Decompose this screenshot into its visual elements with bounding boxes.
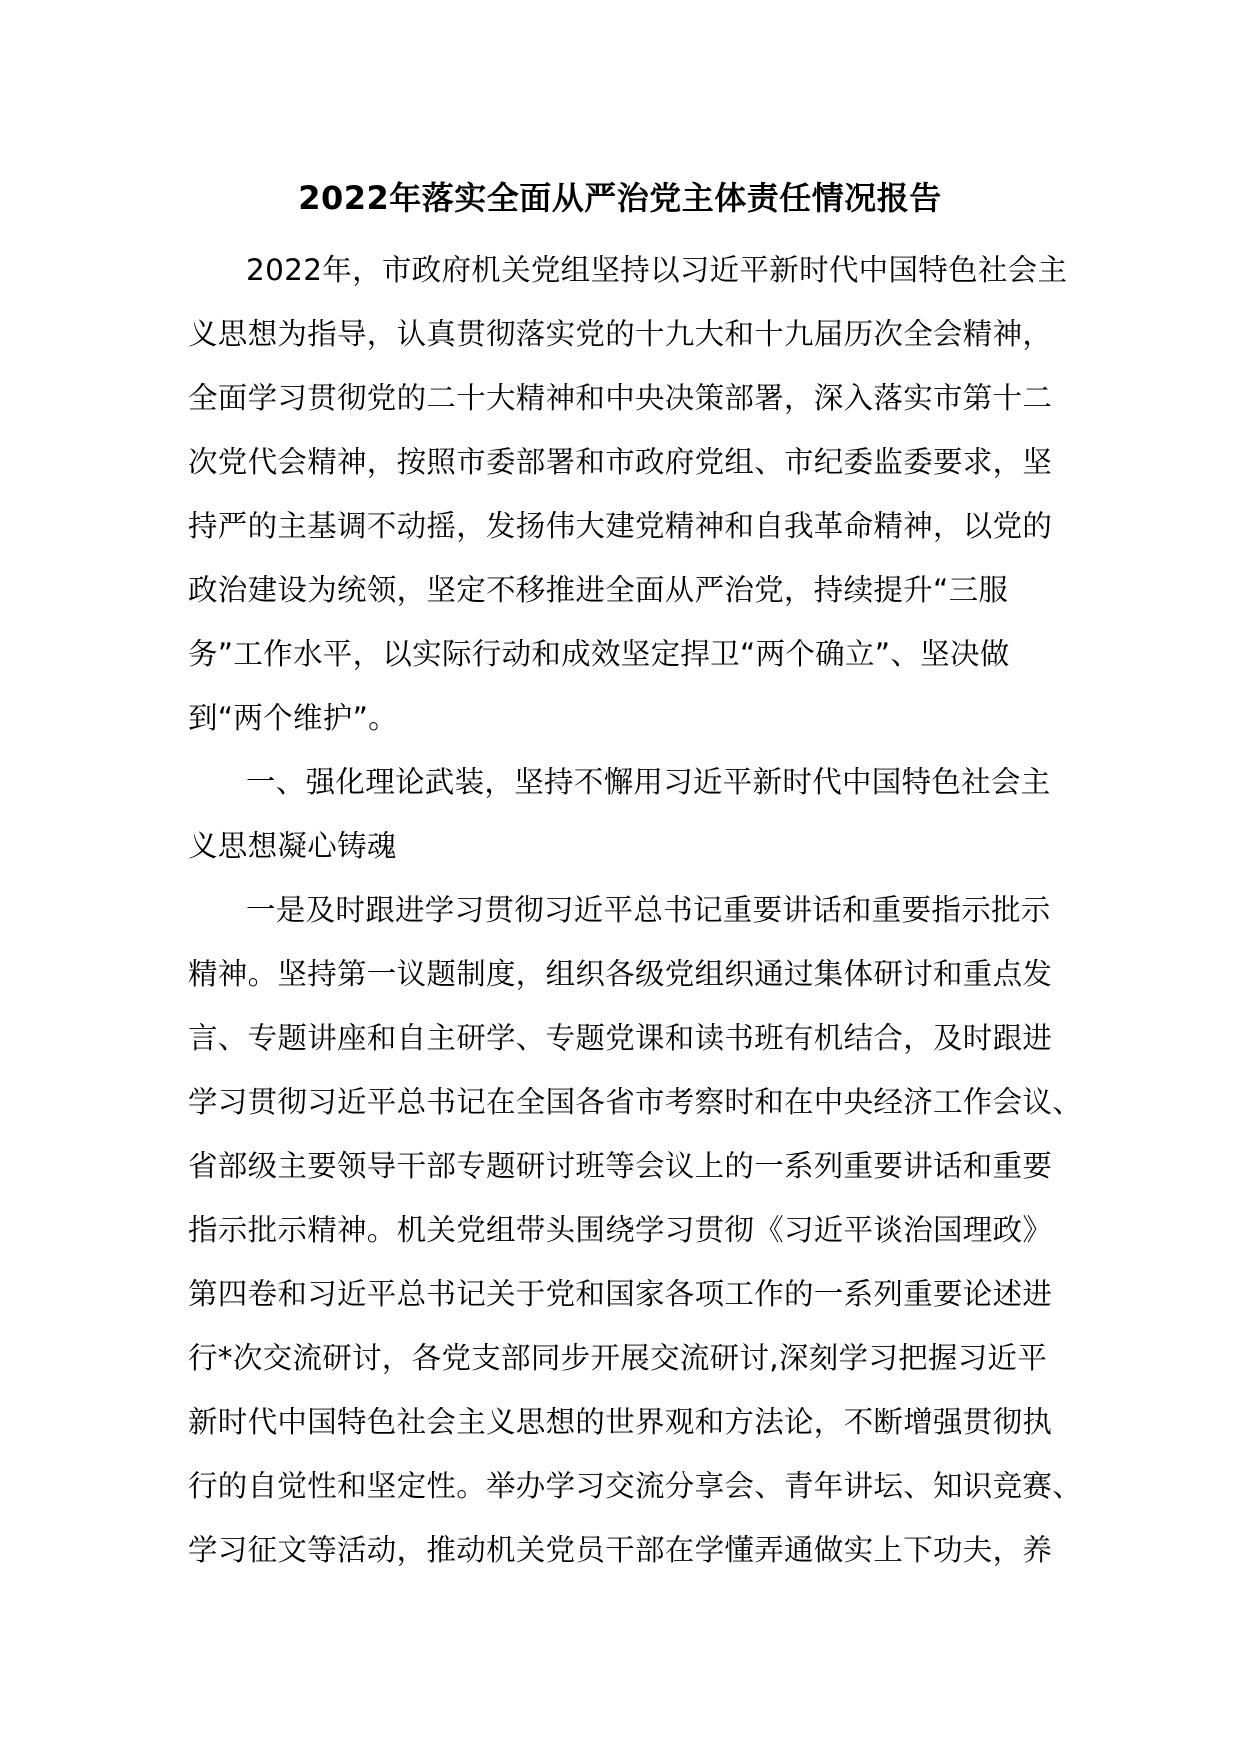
paragraph-1-line-1: 2022年，市政府机关党组坚持以习近平新时代中国特色社会主 bbox=[246, 253, 1068, 287]
paragraph-1-line-2: 义思想为指导，认真贯彻落实党的十九大和十九届历次全会精神， bbox=[188, 317, 1053, 351]
paragraph-2-line-10: 行的自觉性和坚定性。举办学习交流分享会、青年讲坛、知识竞赛、 bbox=[188, 1469, 1083, 1503]
paragraph-2-line-11: 学习征文等活动，推动机关党员干部在学懂弄通做实上下功夫，养 bbox=[188, 1533, 1053, 1567]
paragraph-2-line-9: 新时代中国特色社会主义思想的世界观和方法论，不断增强贯彻执 bbox=[188, 1405, 1053, 1439]
paragraph-2-line-5: 省部级主要领导干部专题研讨班等会议上的一系列重要讲话和重要 bbox=[188, 1149, 1053, 1183]
section-heading-line-2: 义思想凝心铸魂 bbox=[188, 829, 397, 863]
section-heading-line-1: 一、强化理论武装，坚持不懈用习近平新时代中国特色社会主 bbox=[246, 765, 1051, 799]
paragraph-2-line-8: 行*次交流研讨，各党支部同步开展交流研讨,深刻学习把握习近平 bbox=[188, 1341, 1048, 1375]
paragraph-1-line-8: 到“两个维护”。 bbox=[188, 701, 398, 735]
paragraph-2-line-6: 指示批示精神。机关党组带头围绕学习贯彻《习近平谈治国理政》 bbox=[188, 1213, 1053, 1247]
paragraph-1-line-4: 次党代会精神，按照市委部署和市政府党组、市纪委监委要求，坚 bbox=[188, 445, 1053, 479]
paragraph-1-line-7: 务”工作水平，以实际行动和成效坚定捍卫“两个确立”、坚决做 bbox=[188, 637, 1010, 671]
paragraph-2-line-7: 第四卷和习近平总书记关于党和国家各项工作的一系列重要论述进 bbox=[188, 1277, 1053, 1311]
paragraph-1-line-3: 全面学习贯彻党的二十大精神和中央决策部署，深入落实市第十二 bbox=[188, 381, 1053, 415]
paragraph-2-line-2: 精神。坚持第一议题制度，组织各级党组织通过集体研讨和重点发 bbox=[188, 957, 1053, 991]
paragraph-1-line-6: 政治建设为统领，坚定不移推进全面从严治党，持续提升“三服 bbox=[188, 573, 1009, 607]
document-title: 2022年落实全面从严治党主体责任情况报告 bbox=[298, 179, 942, 217]
paragraph-2-line-1: 一是及时跟进学习贯彻习近平总书记重要讲话和重要指示批示 bbox=[246, 893, 1051, 927]
paragraph-2-line-4: 学习贯彻习近平总书记在全国各省市考察时和在中央经济工作会议、 bbox=[188, 1085, 1083, 1119]
paragraph-2-line-3: 言、专题讲座和自主研学、专题党课和读书班有机结合，及时跟进 bbox=[188, 1021, 1053, 1055]
paragraph-1-line-5: 持严的主基调不动摇，发扬伟大建党精神和自我革命精神，以党的 bbox=[188, 509, 1053, 543]
